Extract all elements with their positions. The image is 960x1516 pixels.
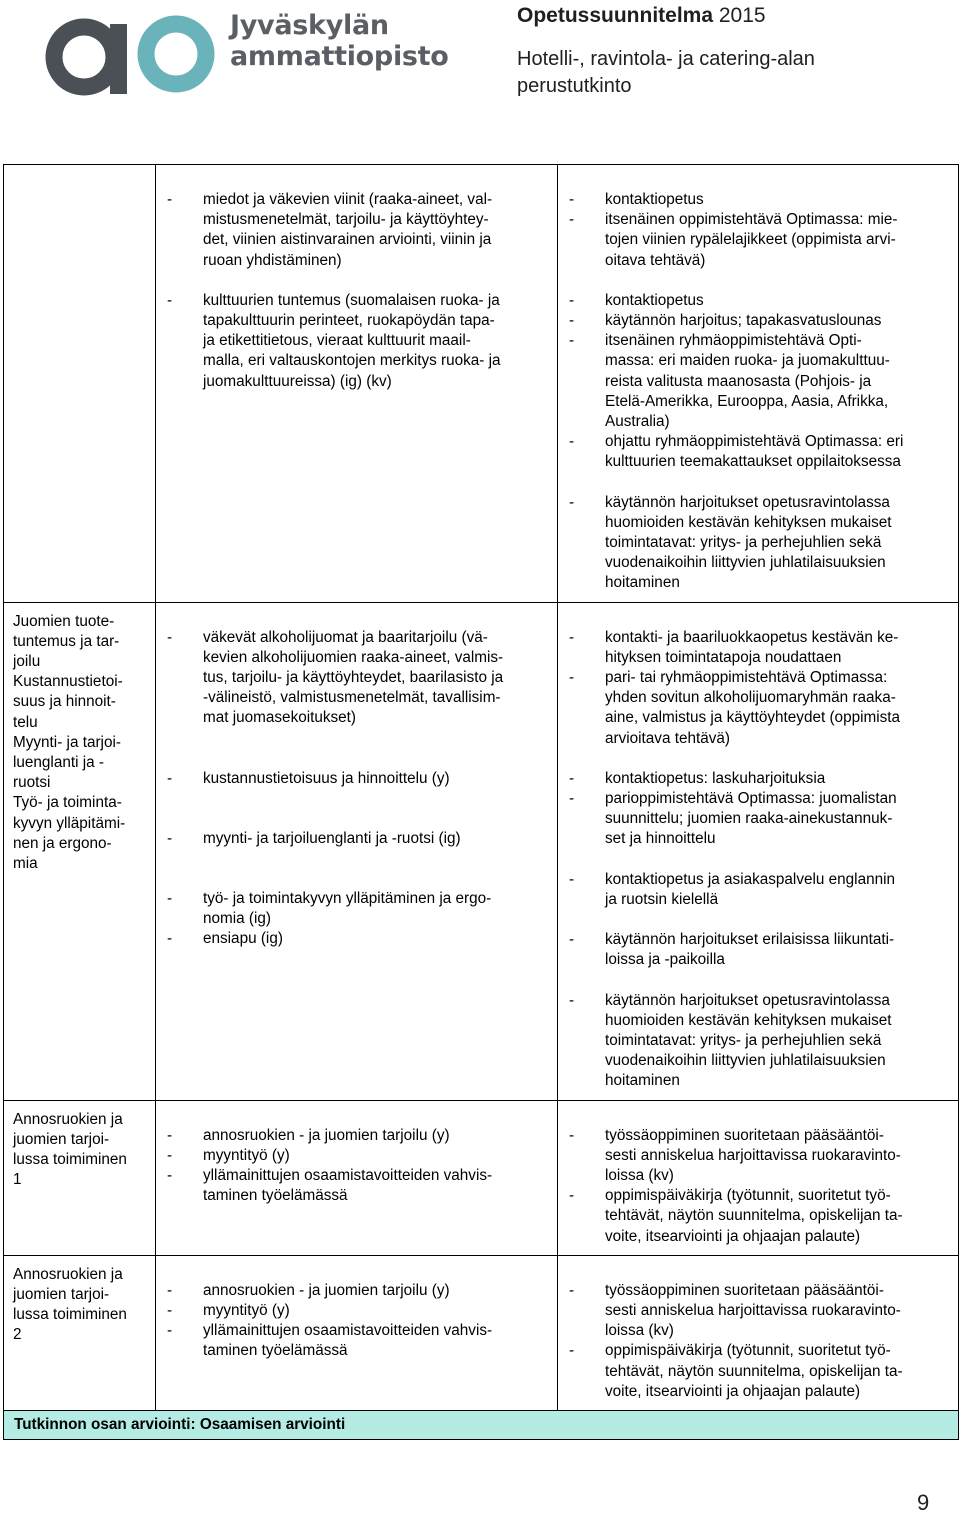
content-line: juomakulttuureissa) (ig) (kv): [203, 372, 392, 390]
unit-label-line: 1: [13, 1171, 22, 1189]
content-line: - myyntityö (y): [203, 1146, 290, 1164]
method-line: hityksen toimintatapoja noudattaen: [605, 648, 842, 666]
method-line: yhden sovitun alkoholijuomaryhmän raaka-: [605, 689, 896, 707]
unit-label-line: juomien tarjoi-: [13, 1285, 110, 1303]
method-item: [569, 493, 950, 594]
method-item: [569, 432, 950, 472]
method-line: - työssäoppiminen suoritetaan pääsääntöi-: [605, 1126, 884, 1144]
method-item: [569, 870, 950, 910]
content-line: - annosruokien - ja juomien tarjoilu (y): [203, 1126, 450, 1144]
method-line: huomioiden kestävän kehityksen mukaiset: [605, 513, 892, 531]
unit-label-line: Annosruokien ja: [13, 1110, 123, 1128]
method-line: arvioitava tehtävä): [605, 729, 730, 747]
document-subtitle: [517, 46, 947, 100]
content-line: tapakulttuurin perinteet, ruokapöydän tapa-: [203, 312, 495, 330]
curriculum-table: [3, 164, 959, 1440]
unit-label-line: nen ja ergono-: [13, 834, 112, 852]
ao-logo-mark: [38, 4, 238, 100]
method-item: [569, 628, 950, 668]
content-line: - annosruokien - ja juomien tarjoilu (y): [203, 1281, 450, 1299]
content-cell: [156, 1100, 558, 1255]
content-line: - miedot ja väkevien viinit (raaka-aineet, val-: [203, 191, 493, 208]
content-item: [167, 1166, 549, 1206]
method-line: - käytännön harjoitus; tapakasvatuslounas: [605, 312, 882, 330]
method-item: [569, 769, 950, 789]
methods-group: [569, 628, 950, 749]
method-line: tehtävät, näytön suunnitelma, opiskelijan ta-: [605, 1207, 903, 1225]
content-item: [167, 190, 549, 271]
methods-group: [569, 870, 950, 910]
unit-label-cell: [4, 602, 156, 1100]
unit-label-line: Myynti- ja tarjoi-: [13, 733, 121, 751]
method-line: loissa (kv): [605, 1166, 674, 1184]
content-line: - yllämainittujen osaamistavoitteiden vahvis-: [203, 1166, 493, 1184]
content-item: [167, 929, 549, 949]
content-line: det, viinien aistinvarainen arviointi, viinin ja: [203, 231, 492, 249]
method-line: set ja hinnoittelu: [605, 830, 716, 848]
org-line-2: ammattiopisto: [230, 41, 449, 72]
content-list: [167, 190, 549, 392]
method-item: [569, 930, 950, 970]
content-line: - myyntityö (y): [203, 1301, 290, 1319]
page-number: 9: [917, 1490, 930, 1515]
methods-group: [569, 1281, 950, 1402]
method-line: - kontaktiopetus: [605, 291, 704, 309]
unit-label-line: tuntemus ja tar-: [13, 632, 120, 650]
unit-label-line: joilu: [13, 653, 41, 671]
methods-group: [569, 493, 950, 594]
org-line-1: Jyväskylän: [230, 10, 389, 41]
method-line: sesti anniskelua harjoittavissa ruokaravinto-: [605, 1301, 901, 1319]
method-line: voite, itsearviointi ja ohjaajan palaute): [605, 1382, 861, 1400]
unit-label-line: lussa toimiminen: [13, 1306, 127, 1324]
method-item: [569, 789, 950, 850]
unit-label-line: Annosruokien ja: [13, 1265, 123, 1283]
method-item: [569, 210, 950, 271]
method-item: [569, 331, 950, 432]
content-line: -välineistö, valmistusmenetelmät, tavallisim-: [203, 689, 501, 707]
method-line: - oppimispäiväkirja (työtunnit, suoritetut työ-: [605, 1187, 891, 1205]
method-line: - ohjattu ryhmäoppimistehtävä Optimassa: eri: [605, 433, 904, 451]
content-list: [167, 1281, 549, 1362]
content-cell: [156, 602, 558, 1100]
method-item: [569, 291, 950, 311]
method-line: vuodenaikoihin liittyvien juhlatilaisuuksien: [605, 1052, 886, 1070]
content-item: [167, 1126, 549, 1146]
method-line: - itsenäinen oppimistehtävä Optimassa: mie-: [605, 211, 898, 229]
method-line: - kontaktiopetus: laskuharjoituksia: [605, 769, 826, 787]
table-row: [4, 1255, 959, 1410]
content-item: [167, 628, 549, 729]
method-line: loissa ja -paikoilla: [605, 951, 725, 969]
unit-label-line: 2: [13, 1326, 22, 1344]
content-cell: [156, 165, 558, 603]
method-item: [569, 1126, 950, 1187]
unit-label-line: Työ- ja toiminta-: [13, 794, 122, 812]
method-item: [569, 991, 950, 1092]
title-bold: Opetussuunnitelma: [517, 4, 714, 27]
method-item: [569, 1186, 950, 1247]
method-item: [569, 311, 950, 331]
unit-label-line: telu: [13, 713, 38, 731]
content-line: - yllämainittujen osaamistavoitteiden vahvis-: [203, 1322, 493, 1340]
methods-group: [569, 190, 950, 271]
method-line: - itsenäinen ryhmäoppimistehtävä Opti-: [605, 332, 862, 350]
content-line: - myynti- ja tarjoiluenglanti ja -ruotsi (ig): [203, 829, 461, 847]
subtitle-line-2: perustutkinto: [517, 75, 632, 97]
document-title: [517, 4, 947, 28]
method-line: hoitaminen: [605, 574, 680, 592]
content-item: [167, 1281, 549, 1301]
method-line: hoitaminen: [605, 1072, 680, 1090]
unit-label-cell: [4, 1255, 156, 1410]
content-item: [167, 1321, 549, 1361]
method-line: oitava tehtävä): [605, 251, 706, 269]
method-line: - käytännön harjoitukset opetusravintolassa: [605, 493, 890, 511]
unit-label-line: lussa toimiminen: [13, 1150, 127, 1168]
content-line: taminen työelämässä: [203, 1187, 348, 1205]
methods-group: [569, 769, 950, 850]
unit-label-line: Kustannustietoi-: [13, 673, 123, 691]
document-header: [517, 4, 947, 100]
method-line: toimintatavat: yritys- ja perhejuhlien sekä: [605, 1031, 882, 1049]
method-line: - parioppimistehtävä Optimassa: juomalistan: [605, 790, 897, 808]
content-item: [167, 769, 549, 789]
method-line: kulttuurien teemakattaukset oppilaitoksessa: [605, 453, 901, 471]
method-item: [569, 1281, 950, 1342]
method-line: tehtävät, näytön suunnitelma, opiskelijan ta-: [605, 1362, 903, 1380]
organization-name: [230, 10, 449, 72]
content-list: [167, 628, 549, 950]
unit-label-line: ruotsi: [13, 774, 51, 792]
content-item: [167, 291, 549, 392]
method-line: - oppimispäiväkirja (työtunnit, suoritetut työ-: [605, 1342, 891, 1360]
unit-label-line: kyvyn ylläpitämi-: [13, 814, 126, 832]
method-line: aine, valmistus ja käyttöyhteydet (oppimista: [605, 709, 901, 727]
method-line: huomioiden kestävän kehityksen mukaiset: [605, 1011, 892, 1029]
content-list: [167, 1126, 549, 1207]
unit-label-cell: [4, 165, 156, 603]
table-row: [4, 602, 959, 1100]
methods-cell: [558, 1255, 959, 1410]
content-line: taminen työelämässä: [203, 1342, 348, 1360]
methods-group: [569, 1126, 950, 1247]
unit-label-line: luenglanti ja -: [13, 754, 104, 772]
methods-cell: [558, 1100, 959, 1255]
unit-label-line: juomien tarjoi-: [13, 1130, 110, 1148]
method-line: - kontaktiopetus ja asiakaspalvelu englannin: [605, 870, 895, 888]
method-item: [569, 1341, 950, 1402]
methods-group: [569, 991, 950, 1092]
method-line: toimintatavat: yritys- ja perhejuhlien sekä: [605, 534, 882, 552]
table-row: [4, 165, 959, 603]
method-line: - käytännön harjoitukset opetusravintolassa: [605, 991, 890, 1009]
content-line: nomia (ig): [203, 910, 272, 928]
unit-label-line: mia: [13, 855, 38, 873]
content-line: - kulttuurien tuntemus (suomalaisen ruoka- ja: [203, 291, 500, 309]
content-line: ja etikettitietous, vieraat kulttuurit maail-: [203, 332, 471, 350]
content-line: - kustannustietoisuus ja hinnoittelu (y): [203, 769, 450, 787]
method-line: loissa (kv): [605, 1322, 674, 1340]
method-line: ja ruotsin kielellä: [605, 890, 719, 908]
method-line: reista valitusta maanosasta (Pohjois- ja: [605, 372, 872, 390]
methods-cell: [558, 602, 959, 1100]
subtitle-line-1: Hotelli-, ravintola- ja catering-alan: [517, 48, 815, 70]
method-line: tojen viinien rypälelajikkeet (oppimista arvi-: [605, 231, 896, 249]
methods-cell: [558, 165, 959, 603]
method-line: - pari- tai ryhmäoppimistehtävä Optimassa:: [605, 669, 888, 687]
method-line: - käytännön harjoitukset erilaisissa liikuntati-: [605, 931, 895, 949]
content-item: [167, 1301, 549, 1321]
method-line: suunnittelu; juomien raaka-ainekustannuk-: [605, 810, 893, 828]
content-line: kevien alkoholijuomien raaka-aineet, valmis-: [203, 648, 504, 666]
unit-label-line: Juomien tuote-: [13, 612, 115, 630]
content-line: tus, tarjoilu- ja käyttöyhteydet, baarilasisto ja: [203, 669, 504, 687]
method-line: - kontaktiopetus: [605, 191, 704, 208]
content-line: - työ- ja toimintakyvyn ylläpitäminen ja ergo-: [203, 890, 492, 908]
method-line: vuodenaikoihin liittyvien juhlatilaisuuksien: [605, 554, 886, 572]
unit-label-cell: [4, 1100, 156, 1255]
method-line: massa: eri maiden ruoka- ja juomakulttuu-: [605, 352, 890, 370]
unit-label-line: suus ja hinnoit-: [13, 693, 116, 711]
method-line: Australia): [605, 413, 670, 431]
assessment-footer: Tutkinnon osan arviointi: Osaamisen arviointi: [4, 1410, 959, 1439]
methods-group: [569, 291, 950, 473]
method-line: voite, itsearviointi ja ohjaajan palaute): [605, 1227, 861, 1245]
content-line: malla, eri valtauskontojen merkitys ruoka- ja: [203, 352, 501, 370]
footer-row: [4, 1410, 959, 1439]
content-item: [167, 1146, 549, 1166]
content-line: - ensiapu (ig): [203, 930, 283, 948]
content-line: mat juomasekoitukset): [203, 709, 357, 727]
method-line: - kontakti- ja baariluokkaopetus kestävän ke-: [605, 628, 899, 646]
table-row: [4, 1100, 959, 1255]
method-line: sesti anniskelua harjoittavissa ruokaravinto-: [605, 1146, 901, 1164]
content-item: [167, 889, 549, 929]
title-year: 2015: [718, 4, 766, 27]
method-line: - työssäoppiminen suoritetaan pääsääntöi-: [605, 1281, 884, 1299]
content-line: - väkevät alkoholijuomat ja baaritarjoilu (vä-: [203, 628, 488, 646]
content-line: ruoan yhdistäminen): [203, 251, 342, 269]
content-line: mistusmenetelmät, tarjoilu- ja käyttöyhtey-: [203, 211, 489, 229]
content-cell: [156, 1255, 558, 1410]
method-line: Etelä-Amerikka, Eurooppa, Aasia, Afrikka,: [605, 392, 889, 410]
method-item: [569, 668, 950, 749]
methods-group: [569, 930, 950, 970]
method-item: [569, 190, 950, 210]
content-item: [167, 829, 549, 849]
